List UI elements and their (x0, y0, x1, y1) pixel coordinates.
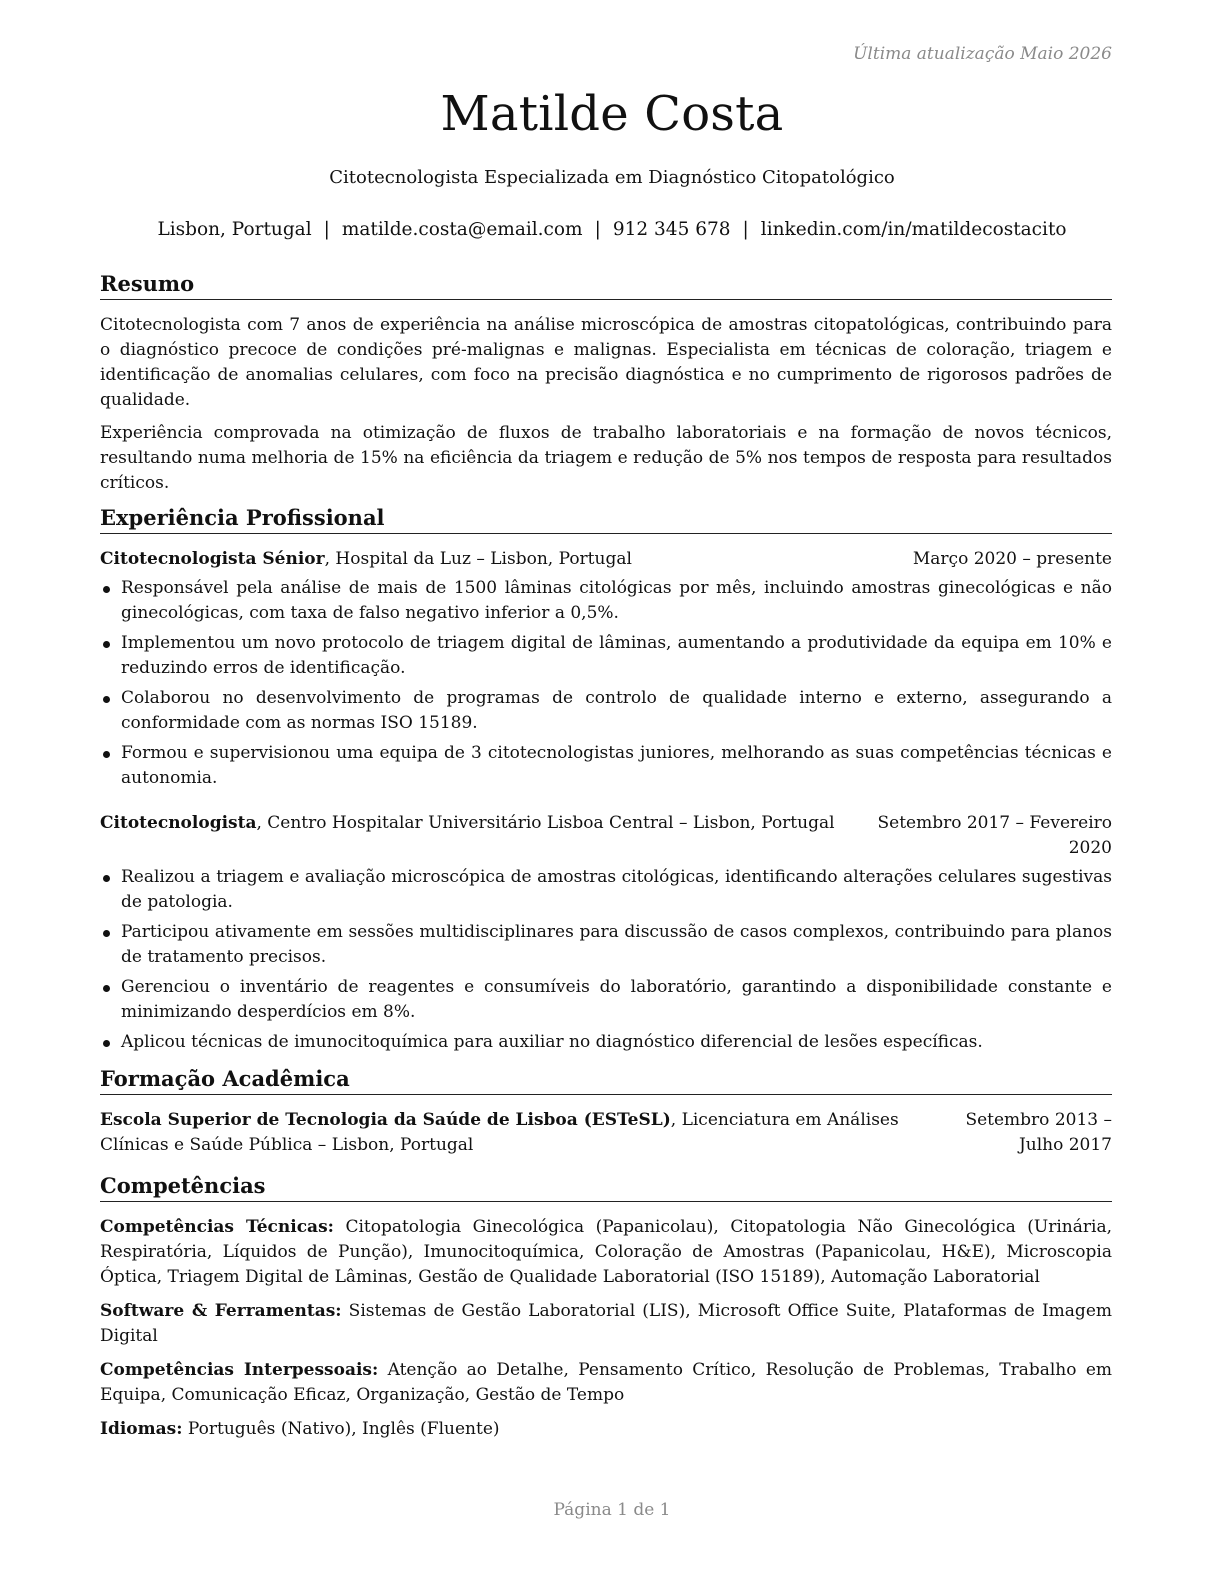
summary-paragraph: Citotecnologista com 7 anos de experiência na análise microscópica de amostras citopatológicas, contribuindo para o diagnóstico precoce de condições pré-malignas e malignas. Especialista em técnicas de coloração, triagem e identificação de anomalias celulares, com foco na precisão diagnóstica e no cumprimento de rigorosos padrões de qualidade. (100, 315, 1112, 410)
section-heading-experience: Experiência Profissional (100, 504, 1112, 534)
section-heading-education: Formação Acadêmica (100, 1065, 1112, 1095)
job-bullet: Responsável pela análise de mais de 1500 lâminas citológicas por mês, incluindo amostras ginecológicas e não ginecológicas, com taxa de falso negativo inferior a 0,5%. (100, 576, 1112, 626)
skill-text: Citopatologia Ginecológica (Papanicolau), Citopatologia Não Ginecológica (Urinária, Respiratória, Líquidos de Punção), Imunocitoquímica, Coloração de Amostras (Papanicolau, H&E), Microscopia Óptica, Triagem Digital de Lâminas, Gestão de Qualidade Laboratorial (ISO 15189), Automação Laboratorial (100, 1217, 1112, 1287)
job-bullet: Aplicou técnicas de imunocitoquímica para auxiliar no diagnóstico diferencial de lesões específicas. (100, 1030, 1112, 1055)
contact-linkedin[interactable]: linkedin.com/in/matildecostacito (760, 219, 1067, 240)
education-degree: , Licenciatura em Análises Clínicas e Saúde Pública – Lisbon, Portugal (100, 1110, 899, 1155)
skill-line (100, 1299, 1112, 1349)
job-title: Citotecnologista Sénior (100, 549, 325, 569)
contact-separator: | (594, 219, 601, 240)
job-dates: Setembro 2017 – Fevereiro 2020 (877, 813, 1112, 858)
job-bullet: Participou ativamente em sessões multidisciplinares para discussão de casos complexos, contribuindo para planos de tratamento precisos. (100, 920, 1112, 970)
job-bullet: Formou e supervisionou uma equipa de 3 citotecnologistas juniores, melhorando as suas competências técnicas e autonomia. (100, 741, 1112, 791)
contact-separator: | (323, 219, 330, 240)
candidate-tagline: Citotecnologista Especializada em Diagnóstico Citopatológico (329, 167, 895, 188)
skill-label: Competências Interpessoais: (100, 1360, 379, 1380)
contact-phone: 912 345 678 (612, 219, 731, 240)
candidate-name: Matilde Costa (440, 86, 784, 142)
contact-separator: | (742, 219, 749, 240)
contact-line (0, 219, 1224, 240)
job-bullet: Colaborou no desenvolvimento de programas de controlo de qualidade interno e externo, assegurando a conformidade com as normas ISO 15189. (100, 686, 1112, 736)
page-number: Página 1 de 1 (553, 1500, 671, 1520)
education-section (100, 1065, 1112, 1158)
education-school: Escola Superior de Tecnologia da Saúde de Lisboa (ESTeSL) (100, 1110, 671, 1130)
skill-label: Software & Ferramentas: (100, 1301, 342, 1321)
skill-label: Competências Técnicas: (100, 1217, 334, 1237)
summary-section (100, 270, 1112, 496)
job-bullet: Gerenciou o inventário de reagentes e consumíveis do laboratório, garantindo a disponibilidade constante e minimizando desperdícios em 8%. (100, 975, 1112, 1025)
contact-location: Lisbon, Portugal (157, 219, 312, 240)
section-heading-summary: Resumo (100, 270, 1112, 300)
education-entry (100, 1108, 1112, 1158)
skill-label: Idiomas: (100, 1419, 183, 1439)
job-bullets (100, 576, 1112, 791)
job-entry (100, 547, 1112, 791)
skill-line (100, 1215, 1112, 1290)
job-employer: , Hospital da Luz – Lisbon, Portugal (324, 549, 632, 569)
job-employer: , Centro Hospitalar Universitário Lisboa Central – Lisbon, Portugal (256, 813, 835, 833)
experience-section (100, 504, 1112, 1055)
education-dates: Setembro 2013 – Julho 2017 (965, 1110, 1112, 1155)
job-title: Citotecnologista (100, 813, 257, 833)
job-entry (100, 811, 1112, 1055)
resume-content (100, 270, 1112, 1451)
skill-text: Português (Nativo), Inglês (Fluente) (182, 1419, 500, 1439)
skill-line (100, 1417, 1112, 1442)
section-heading-skills: Competências (100, 1172, 1112, 1202)
job-dates: Março 2020 – presente (912, 549, 1112, 569)
skills-section (100, 1172, 1112, 1442)
job-bullet: Implementou um novo protocolo de triagem digital de lâminas, aumentando a produtividade da equipa em 10% e reduzindo erros de identificação. (100, 631, 1112, 681)
contact-email[interactable]: matilde.costa@email.com (341, 219, 583, 240)
last-updated: Última atualização Maio 2026 (853, 44, 1112, 64)
summary-paragraph: Experiência comprovada na otimização de fluxos de trabalho laboratoriais e na formação de novos técnicos, resultando numa melhoria de 15% na eficiência da triagem e redução de 5% nos tempos de resposta para resultados críticos. (100, 423, 1112, 493)
skill-line (100, 1358, 1112, 1408)
job-bullets (100, 865, 1112, 1055)
job-bullet: Realizou a triagem e avaliação microscópica de amostras citológicas, identificando alterações celulares sugestivas de patologia. (100, 865, 1112, 915)
skill-text: Sistemas de Gestão Laboratorial (LIS), Microsoft Office Suite, Plataformas de Imagem Digital (100, 1301, 1112, 1346)
skill-text: Atenção ao Detalhe, Pensamento Crítico, Resolução de Problemas, Trabalho em Equipa, Comunicação Eficaz, Organização, Gestão de Tempo (100, 1360, 1112, 1405)
